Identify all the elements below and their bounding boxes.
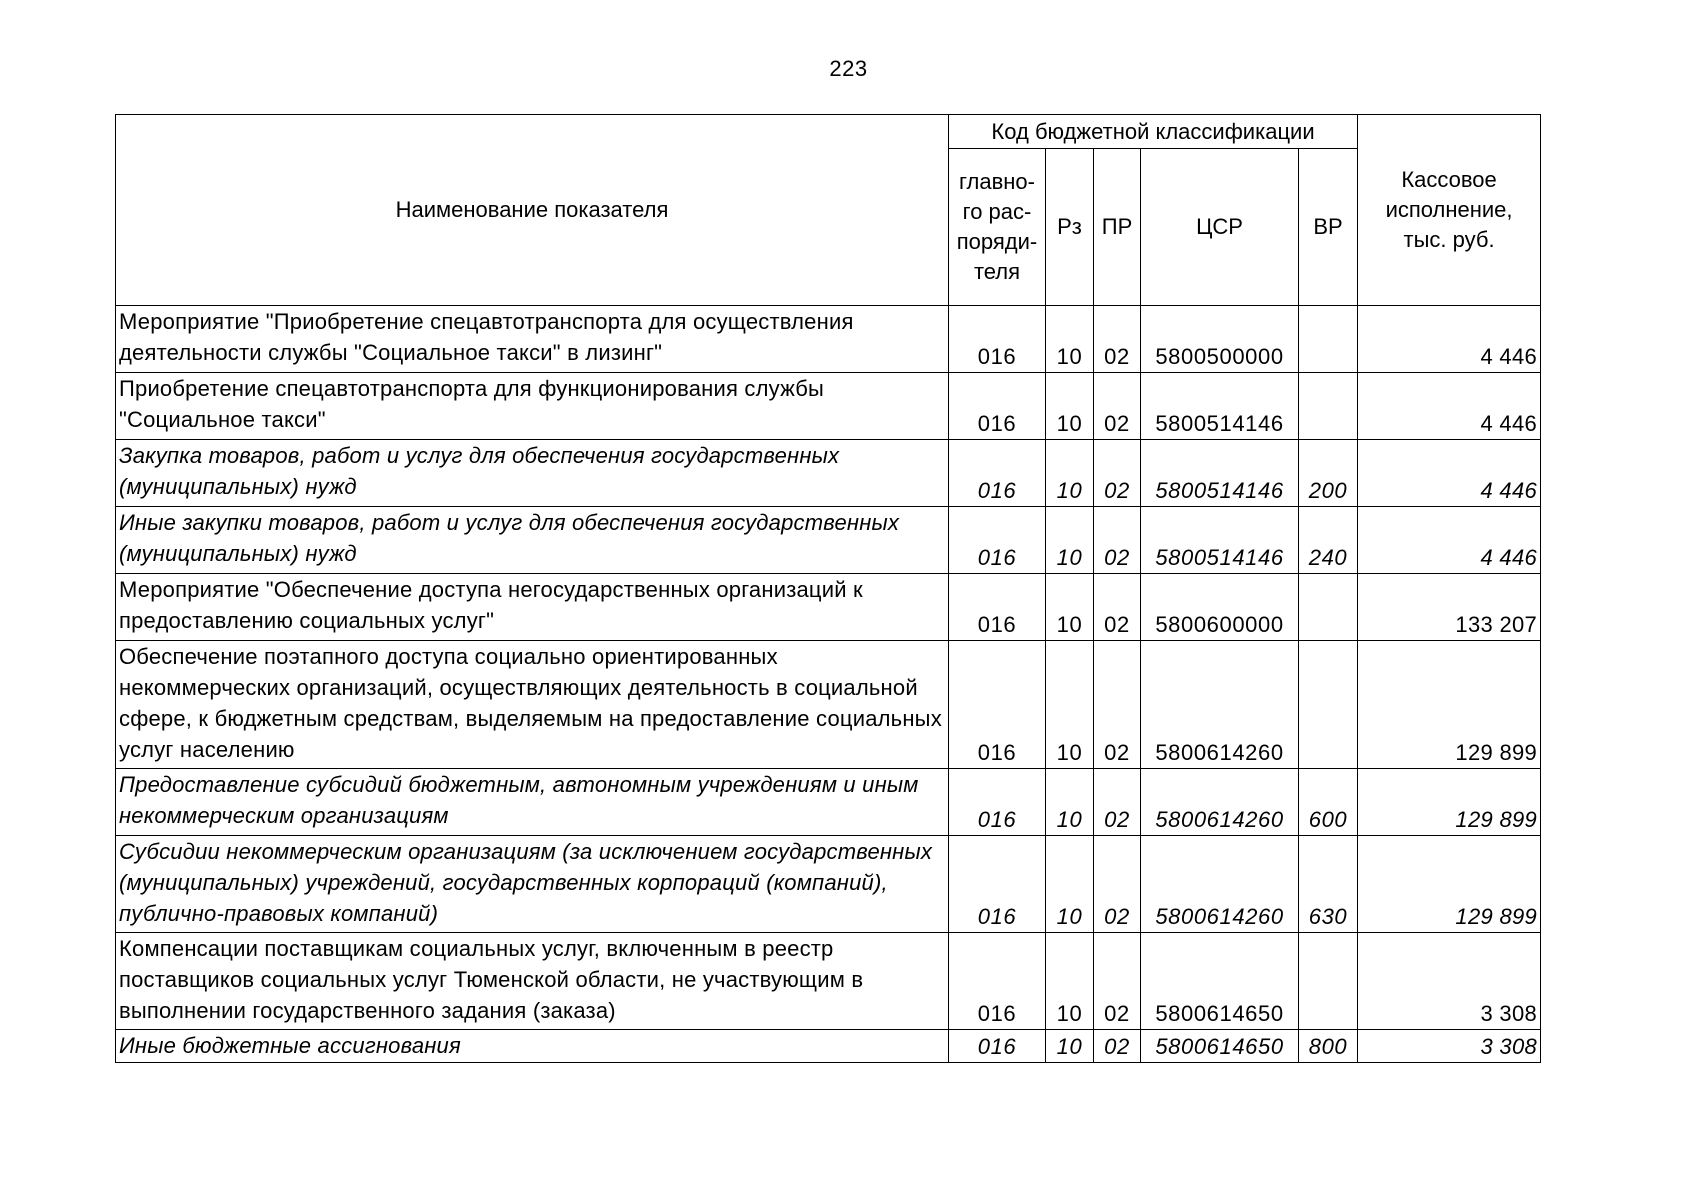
table-row — [116, 641, 1541, 769]
table-row — [116, 836, 1541, 933]
row-csr: 5800614260 — [1141, 641, 1299, 769]
row-name: Субсидии некоммерческим организациям (за исключением государственных (муниципальных) учреждений, государственных корпораций (компаний), публично-правовых компаний) — [116, 836, 949, 933]
header-amount: Кассовое исполнение, тыс. руб. — [1358, 115, 1541, 306]
table-row — [116, 769, 1541, 836]
header-vr: ВР — [1299, 149, 1358, 306]
row-rz: 10 — [1046, 507, 1094, 574]
table-row — [116, 1030, 1541, 1063]
row-rz: 10 — [1046, 306, 1094, 373]
row-name: Иные бюджетные ассигнования — [116, 1030, 949, 1063]
row-name: Мероприятие "Обеспечение доступа негосударственных организаций к предоставлению социальных услуг" — [116, 574, 949, 641]
row-grs: 016 — [949, 507, 1046, 574]
header-rz: Рз — [1046, 149, 1094, 306]
row-vr: 200 — [1299, 440, 1358, 507]
row-amount: 4 446 — [1358, 507, 1541, 574]
row-rz: 10 — [1046, 769, 1094, 836]
row-csr: 5800514146 — [1141, 373, 1299, 440]
header-pr: ПР — [1094, 149, 1141, 306]
row-pr: 02 — [1094, 306, 1141, 373]
row-amount: 129 899 — [1358, 641, 1541, 769]
row-grs: 016 — [949, 306, 1046, 373]
table-row — [116, 440, 1541, 507]
row-name: Мероприятие "Приобретение спецавтотранспорта для осуществления деятельности службы "Социальное такси" в лизинг" — [116, 306, 949, 373]
row-amount: 3 308 — [1358, 933, 1541, 1030]
row-vr — [1299, 373, 1358, 440]
row-vr — [1299, 574, 1358, 641]
row-pr: 02 — [1094, 574, 1141, 641]
table-header — [116, 115, 1541, 306]
row-pr: 02 — [1094, 933, 1141, 1030]
row-rz: 10 — [1046, 641, 1094, 769]
row-pr: 02 — [1094, 373, 1141, 440]
row-amount: 4 446 — [1358, 306, 1541, 373]
table-row — [116, 306, 1541, 373]
row-grs: 016 — [949, 836, 1046, 933]
row-name: Предоставление субсидий бюджетным, автономным учреждениям и иным некоммерческим организациям — [116, 769, 949, 836]
header-chief-manager: главно-го рас-поряди-теля — [949, 149, 1046, 306]
row-grs: 016 — [949, 1030, 1046, 1063]
table-row — [116, 373, 1541, 440]
row-grs: 016 — [949, 769, 1046, 836]
row-name: Компенсации поставщикам социальных услуг, включенным в реестр поставщиков социальных услуг Тюменской области, не участвующим в выполнении государственного задания (заказа) — [116, 933, 949, 1030]
row-amount: 129 899 — [1358, 769, 1541, 836]
row-pr: 02 — [1094, 440, 1141, 507]
row-vr — [1299, 306, 1358, 373]
row-csr: 5800614650 — [1141, 933, 1299, 1030]
row-pr: 02 — [1094, 507, 1141, 574]
row-rz: 10 — [1046, 933, 1094, 1030]
row-pr: 02 — [1094, 1030, 1141, 1063]
row-name: Обеспечение поэтапного доступа социально ориентированных некоммерческих организаций, осуществляющих деятельность в социальной сфере, к бюджетным средствам, выделяемым на предоставление социальных услуг населению — [116, 641, 949, 769]
row-csr: 5800514146 — [1141, 440, 1299, 507]
row-pr: 02 — [1094, 836, 1141, 933]
row-csr: 5800614260 — [1141, 836, 1299, 933]
row-rz: 10 — [1046, 836, 1094, 933]
row-csr: 5800500000 — [1141, 306, 1299, 373]
table-row — [116, 507, 1541, 574]
row-csr: 5800614260 — [1141, 769, 1299, 836]
header-code-group: Код бюджетной классификации — [949, 115, 1358, 149]
row-grs: 016 — [949, 641, 1046, 769]
row-amount: 4 446 — [1358, 440, 1541, 507]
table-row — [116, 933, 1541, 1030]
header-csr: ЦСР — [1141, 149, 1299, 306]
row-csr: 5800614650 — [1141, 1030, 1299, 1063]
row-amount: 129 899 — [1358, 836, 1541, 933]
row-vr — [1299, 641, 1358, 769]
row-amount: 4 446 — [1358, 373, 1541, 440]
row-grs: 016 — [949, 574, 1046, 641]
row-pr: 02 — [1094, 641, 1141, 769]
row-name: Закупка товаров, работ и услуг для обеспечения государственных (муниципальных) нужд — [116, 440, 949, 507]
row-vr: 600 — [1299, 769, 1358, 836]
row-rz: 10 — [1046, 373, 1094, 440]
row-vr: 630 — [1299, 836, 1358, 933]
row-grs: 016 — [949, 933, 1046, 1030]
row-csr: 5800600000 — [1141, 574, 1299, 641]
row-name: Приобретение спецавтотранспорта для функционирования службы "Социальное такси" — [116, 373, 949, 440]
header-name: Наименование показателя — [116, 115, 949, 306]
row-rz: 10 — [1046, 574, 1094, 641]
row-name: Иные закупки товаров, работ и услуг для обеспечения государственных (муниципальных) нужд — [116, 507, 949, 574]
row-amount: 3 308 — [1358, 1030, 1541, 1063]
row-amount: 133 207 — [1358, 574, 1541, 641]
row-csr: 5800514146 — [1141, 507, 1299, 574]
row-vr: 240 — [1299, 507, 1358, 574]
row-grs: 016 — [949, 440, 1046, 507]
table-row — [116, 574, 1541, 641]
budget-execution-table — [115, 114, 1541, 1063]
row-pr: 02 — [1094, 769, 1141, 836]
table-body — [116, 306, 1541, 1063]
row-rz: 10 — [1046, 440, 1094, 507]
row-vr — [1299, 933, 1358, 1030]
page-number: 223 — [829, 56, 868, 81]
row-grs: 016 — [949, 373, 1046, 440]
row-rz: 10 — [1046, 1030, 1094, 1063]
row-vr: 800 — [1299, 1030, 1358, 1063]
